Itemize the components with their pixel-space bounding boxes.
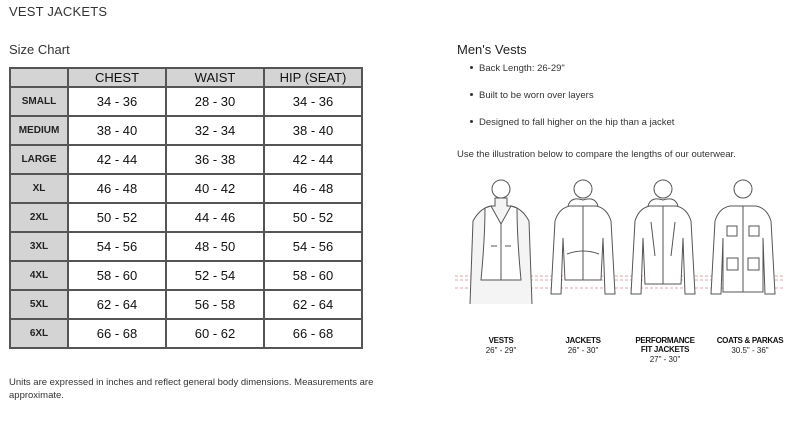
table-cell: 52 - 54 [166, 261, 264, 290]
row-header-size: 2XL [10, 203, 68, 232]
table-cell: 38 - 40 [68, 116, 166, 145]
figure-length: 27" - 30" [649, 355, 681, 364]
figure-name: PERFORMANCE FIT JACKETS [635, 336, 695, 354]
table-cell: 36 - 38 [166, 145, 264, 174]
table-row [10, 145, 362, 174]
table-header-row [10, 68, 362, 87]
table-row [10, 87, 362, 116]
table-cell: 54 - 56 [264, 232, 362, 261]
table-cell: 56 - 58 [166, 290, 264, 319]
table-row [10, 203, 362, 232]
bullet-dot [470, 66, 473, 69]
table-cell: 40 - 42 [166, 174, 264, 203]
table-cell: 32 - 34 [166, 116, 264, 145]
row-header-size: SMALL [10, 87, 68, 116]
column-header-hip: HIP (SEAT) [264, 68, 362, 87]
table-cell: 66 - 68 [68, 319, 166, 348]
figure-length: 30.5" - 36" [731, 346, 769, 355]
page-title: VEST JACKETS [9, 4, 108, 19]
table-row [10, 290, 362, 319]
size-chart-title: Size Chart [9, 42, 70, 57]
table-cell: 54 - 56 [68, 232, 166, 261]
table-cell: 34 - 36 [68, 87, 166, 116]
compare-text: Use the illustration below to compare the lengths of our outerwear. [457, 149, 736, 160]
figure-label-performance [630, 336, 700, 365]
bullet-item [470, 114, 674, 141]
table-row [10, 174, 362, 203]
table-cell: 66 - 68 [264, 319, 362, 348]
coat-figure [711, 180, 775, 294]
table-corner-cell [10, 68, 68, 87]
table-cell: 62 - 64 [264, 290, 362, 319]
table-cell: 50 - 52 [264, 203, 362, 232]
table-cell: 60 - 62 [166, 319, 264, 348]
table-cell: 42 - 44 [264, 145, 362, 174]
table-row [10, 319, 362, 348]
table-cell: 58 - 60 [264, 261, 362, 290]
table-cell: 58 - 60 [68, 261, 166, 290]
table-cell: 50 - 52 [68, 203, 166, 232]
bullet-item [470, 87, 674, 114]
bullet-text: Built to be worn over layers [479, 90, 594, 101]
bullet-item [470, 60, 674, 87]
table-row [10, 116, 362, 145]
row-header-size: 4XL [10, 261, 68, 290]
jacket-figure [551, 180, 615, 294]
bullet-dot [470, 93, 473, 96]
table-cell: 48 - 50 [166, 232, 264, 261]
bullet-text: Designed to fall higher on the hip than a jacket [479, 117, 675, 128]
row-header-size: XL [10, 174, 68, 203]
column-header-chest: CHEST [68, 68, 166, 87]
row-header-size: 6XL [10, 319, 68, 348]
row-header-size: 3XL [10, 232, 68, 261]
figure-name: COATS & PARKAS [716, 336, 784, 345]
outerwear-length-illustration [455, 176, 785, 306]
vest-figure [470, 180, 532, 304]
bullet-dot [470, 120, 473, 123]
size-chart-table [9, 67, 363, 349]
table-cell: 28 - 30 [166, 87, 264, 116]
table-cell: 46 - 48 [68, 174, 166, 203]
table-cell: 46 - 48 [264, 174, 362, 203]
table-cell: 38 - 40 [264, 116, 362, 145]
row-header-size: 5XL [10, 290, 68, 319]
row-header-size: MEDIUM [10, 116, 68, 145]
bullet-text: Back Length: 26-29" [479, 63, 565, 74]
table-row [10, 261, 362, 290]
table-cell: 44 - 46 [166, 203, 264, 232]
mens-vests-bullets [470, 60, 674, 141]
figure-length: 26" - 29" [485, 346, 517, 355]
figure-label-vests [461, 336, 541, 356]
figure-name: JACKETS [565, 336, 601, 345]
table-cell: 62 - 64 [68, 290, 166, 319]
figure-length: 26" - 30" [567, 346, 599, 355]
table-cell: 34 - 36 [264, 87, 362, 116]
column-header-waist: WAIST [166, 68, 264, 87]
table-row [10, 232, 362, 261]
performance-jacket-figure [631, 180, 695, 294]
figure-name: VESTS [488, 336, 514, 345]
size-rows [10, 87, 362, 348]
row-header-size: LARGE [10, 145, 68, 174]
figure-label-coats [710, 336, 790, 356]
measurement-note: Units are expressed in inches and reflect general body dimensions. Measurements are approximate. [9, 377, 374, 401]
figure-label-jackets [543, 336, 623, 356]
table-cell: 42 - 44 [68, 145, 166, 174]
mens-vests-title: Men's Vests [457, 42, 527, 57]
